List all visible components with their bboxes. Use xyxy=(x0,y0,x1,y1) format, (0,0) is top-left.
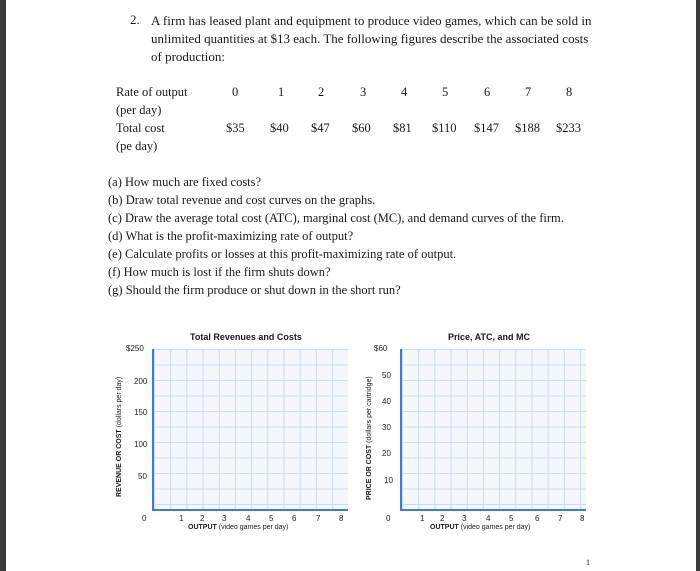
y-tick: 200 xyxy=(134,377,148,386)
x-tick: 7 xyxy=(558,514,563,523)
right-page-edge xyxy=(696,0,700,571)
y-tick: $60 xyxy=(374,344,388,353)
y-tick: 150 xyxy=(134,408,148,417)
y-axis-label-unit: (dollars per cartridge) xyxy=(366,376,373,443)
y-axis-label-text: PRICE OR COST xyxy=(366,444,373,500)
subquestion-g: (g) Should the firm produce or shut down in the short run? xyxy=(108,283,401,297)
x-tick: 8 xyxy=(580,514,585,523)
x-tick: 1 xyxy=(420,514,425,523)
total-cost-cell: $110 xyxy=(432,121,457,135)
x-axis-label xyxy=(188,524,288,531)
output-cell: 7 xyxy=(525,85,532,99)
y-tick: 100 xyxy=(134,440,148,449)
total-cost-cell: $147 xyxy=(474,121,499,135)
left-page-edge xyxy=(0,0,6,571)
output-cell: 2 xyxy=(318,85,325,99)
output-cell: 4 xyxy=(401,85,408,99)
x-tick: 1 xyxy=(179,514,184,523)
y-axis-label-unit: (dollars per day) xyxy=(116,376,123,428)
output-cell: 3 xyxy=(360,85,367,99)
x-tick: 6 xyxy=(535,514,540,523)
total-cost-cell: $35 xyxy=(226,121,245,135)
chart-title: Total Revenues and Costs xyxy=(190,332,302,342)
y-axis-label-text: REVENUE OR COST xyxy=(116,429,123,497)
x-tick: 4 xyxy=(486,514,491,523)
y-axis-label xyxy=(116,377,123,497)
x-tick: 6 xyxy=(292,514,297,523)
output-label: Rate of output xyxy=(116,85,188,99)
output-cell: 0 xyxy=(232,85,239,99)
y-tick: 30 xyxy=(382,423,391,432)
total-cost-unit-label: (pe day) xyxy=(116,139,158,153)
y-tick: 20 xyxy=(382,449,391,458)
chart-grid[interactable] xyxy=(400,349,586,511)
y-tick: 0 xyxy=(386,514,391,523)
y-tick: 40 xyxy=(382,397,391,406)
x-tick: 3 xyxy=(462,514,467,523)
subquestion-b: (b) Draw total revenue and cost curves on the graphs. xyxy=(108,193,376,207)
subquestion-d: (d) What is the profit-maximizing rate of output? xyxy=(108,229,354,243)
output-cell: 8 xyxy=(566,85,573,99)
x-tick: 3 xyxy=(222,514,227,523)
output-cell: 1 xyxy=(278,85,285,99)
y-tick: 0 xyxy=(142,514,147,523)
subquestion-c: (c) Draw the average total cost (ATC), marginal cost (MC), and demand curves of the firm. xyxy=(108,211,564,225)
y-axis-label xyxy=(366,376,373,500)
total-cost-cell: $47 xyxy=(311,121,330,135)
total-cost-label: Total cost xyxy=(116,121,165,135)
subquestion-e: (e) Calculate profits or losses at this profit-maximizing rate of output. xyxy=(108,247,457,261)
x-tick: 5 xyxy=(269,514,274,523)
x-tick: 2 xyxy=(200,514,205,523)
y-tick: 50 xyxy=(138,472,147,481)
output-unit-label: (per day) xyxy=(116,103,162,117)
total-cost-cell: $233 xyxy=(556,121,581,135)
page-number: 1 xyxy=(586,558,590,567)
x-tick: 2 xyxy=(440,514,445,523)
total-cost-cell: $188 xyxy=(515,121,540,135)
total-cost-cell: $40 xyxy=(270,121,289,135)
x-tick: 7 xyxy=(316,514,321,523)
x-tick: 8 xyxy=(339,514,344,523)
x-tick: 4 xyxy=(246,514,251,523)
x-axis-label-text: OUTPUT xyxy=(188,524,217,531)
total-cost-cell: $81 xyxy=(393,121,412,135)
x-axis-label-unit: (video games per day) xyxy=(460,524,531,531)
total-cost-cell: $60 xyxy=(352,121,371,135)
x-axis-label xyxy=(430,524,530,531)
subquestion-a: (a) How much are fixed costs? xyxy=(108,175,262,189)
question-text: A firm has leased plant and equipment to produce video games, which can be sold in unlimited quantities at $13 each. The following figures describe the associated costs of production: xyxy=(151,13,592,64)
question-number: 2. xyxy=(130,12,140,27)
chart-grid[interactable] xyxy=(152,349,348,511)
y-tick: 50 xyxy=(382,371,391,380)
y-tick: $250 xyxy=(126,344,144,353)
chart-title: Price, ATC, and MC xyxy=(448,332,531,342)
x-tick: 5 xyxy=(509,514,514,523)
subquestion-f: (f) How much is lost if the firm shuts down? xyxy=(108,265,331,279)
output-cell: 5 xyxy=(442,85,449,99)
y-tick: 10 xyxy=(384,476,393,485)
x-axis-label-unit: (video games per day) xyxy=(218,524,289,531)
output-cell: 6 xyxy=(484,85,491,99)
x-axis-label-text: OUTPUT xyxy=(430,524,459,531)
